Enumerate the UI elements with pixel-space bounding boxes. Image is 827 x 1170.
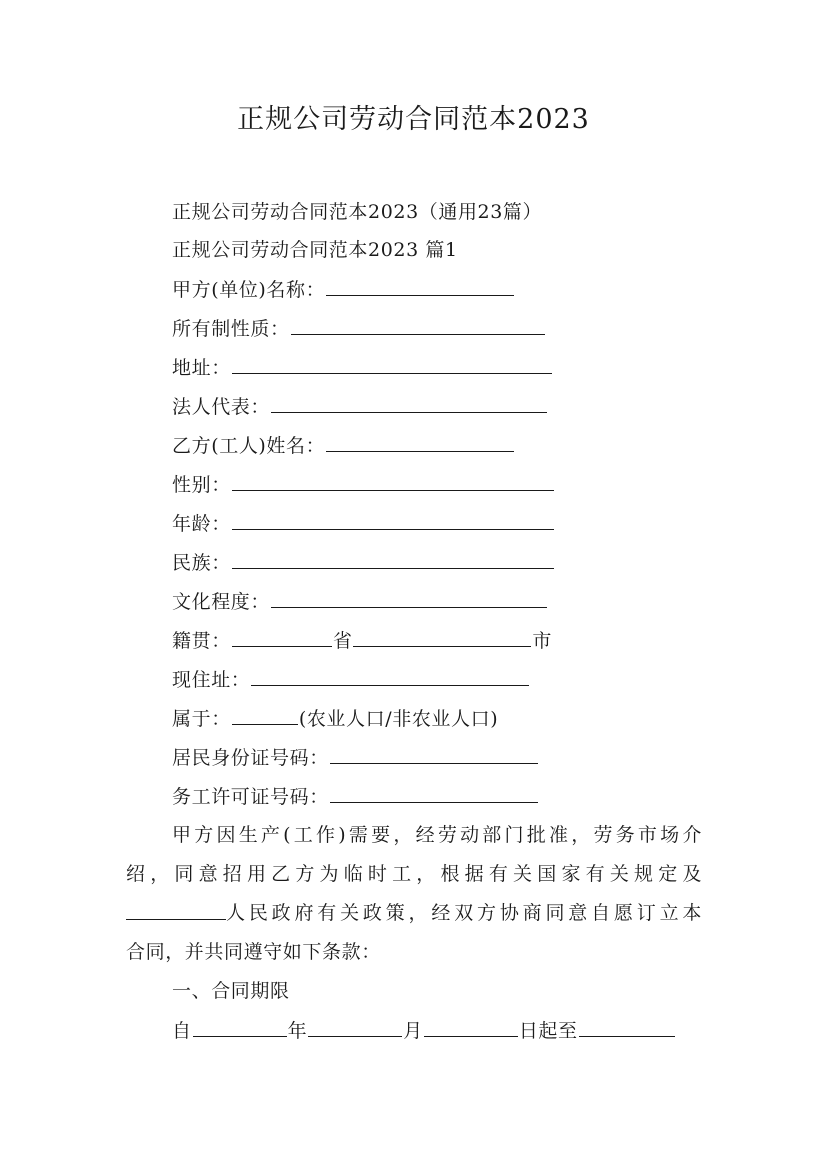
field-label: 所有制性质： bbox=[172, 318, 290, 340]
paragraph-line-3 bbox=[126, 899, 702, 927]
day-start-label: 日起至 bbox=[518, 1020, 578, 1042]
field-education bbox=[172, 587, 548, 616]
paragraph-line-2: 绍，同意招用乙方为临时工，根据有关国家有关规定及 bbox=[126, 863, 702, 885]
field-current-address bbox=[172, 665, 530, 694]
blank-line[interactable] bbox=[353, 626, 531, 647]
from-label: 自 bbox=[172, 1020, 192, 1042]
blank-line[interactable] bbox=[424, 1016, 518, 1037]
blank-line[interactable] bbox=[232, 470, 554, 491]
paragraph-line-1 bbox=[172, 821, 702, 849]
field-native-place bbox=[172, 626, 552, 655]
blank-line[interactable] bbox=[271, 392, 547, 413]
field-label: 甲方(单位)名称： bbox=[172, 279, 326, 301]
field-id-number bbox=[172, 743, 539, 772]
city-label: 市 bbox=[532, 630, 553, 652]
field-worker-name bbox=[172, 431, 515, 460]
province-label: 省 bbox=[332, 630, 353, 652]
field-label: 现住址： bbox=[172, 669, 251, 691]
blank-line[interactable] bbox=[271, 587, 547, 608]
field-label: 属于： bbox=[172, 708, 231, 730]
field-legal-representative bbox=[172, 392, 548, 421]
paragraph-line-4: 合同，并共同遵守如下条款： bbox=[126, 941, 381, 963]
paragraph-text: 甲方因生产(工作)需要，经劳动部门批准，劳务市场介 bbox=[172, 824, 702, 846]
blank-line[interactable] bbox=[232, 704, 298, 725]
field-label: 地址： bbox=[172, 357, 231, 379]
field-age bbox=[172, 509, 555, 538]
blank-line[interactable] bbox=[291, 314, 545, 335]
field-address bbox=[172, 353, 553, 382]
blank-line[interactable] bbox=[308, 1016, 402, 1037]
document-title: 正规公司劳动合同范本2023 bbox=[237, 104, 590, 135]
field-label: 籍贯： bbox=[172, 630, 231, 652]
field-label: 民族： bbox=[172, 552, 231, 574]
field-label: 法人代表： bbox=[172, 396, 271, 418]
year-label: 年 bbox=[287, 1020, 308, 1042]
blank-line[interactable] bbox=[232, 548, 554, 569]
blank-line[interactable] bbox=[232, 626, 332, 647]
field-label: 年龄： bbox=[172, 513, 231, 535]
field-work-permit bbox=[172, 782, 539, 811]
blank-line[interactable] bbox=[579, 1016, 675, 1037]
field-belongs-to bbox=[172, 704, 498, 733]
field-employer-name bbox=[172, 275, 515, 304]
field-ethnicity bbox=[172, 548, 555, 577]
field-label: 性别： bbox=[172, 474, 231, 496]
blank-line[interactable] bbox=[330, 782, 538, 803]
field-label: 乙方(工人)姓名： bbox=[172, 435, 326, 457]
field-ownership bbox=[172, 314, 546, 343]
field-label: 居民身份证号码： bbox=[172, 747, 329, 769]
blank-line[interactable] bbox=[326, 275, 514, 296]
blank-line[interactable] bbox=[232, 353, 552, 374]
blank-line[interactable] bbox=[232, 509, 554, 530]
population-options: (农业人口/非农业人口) bbox=[298, 708, 499, 730]
month-label: 月 bbox=[403, 1020, 423, 1042]
blank-line[interactable] bbox=[326, 431, 514, 452]
contract-term-line bbox=[172, 1016, 676, 1045]
blank-line[interactable] bbox=[330, 743, 538, 764]
blank-line[interactable] bbox=[126, 899, 226, 920]
paragraph-text: 人民政府有关政策，经双方协商同意自愿订立本 bbox=[226, 902, 702, 924]
blank-line[interactable] bbox=[193, 1016, 287, 1037]
section-heading: 正规公司劳动合同范本2023 篇1 bbox=[172, 239, 458, 261]
field-gender bbox=[172, 470, 555, 499]
field-label: 文化程度： bbox=[172, 591, 271, 613]
blank-line[interactable] bbox=[251, 665, 529, 686]
article-heading: 一、合同期限 bbox=[172, 980, 290, 1002]
field-label: 务工许可证号码： bbox=[172, 786, 329, 808]
document-subtitle: 正规公司劳动合同范本2023（通用23篇） bbox=[172, 201, 543, 223]
